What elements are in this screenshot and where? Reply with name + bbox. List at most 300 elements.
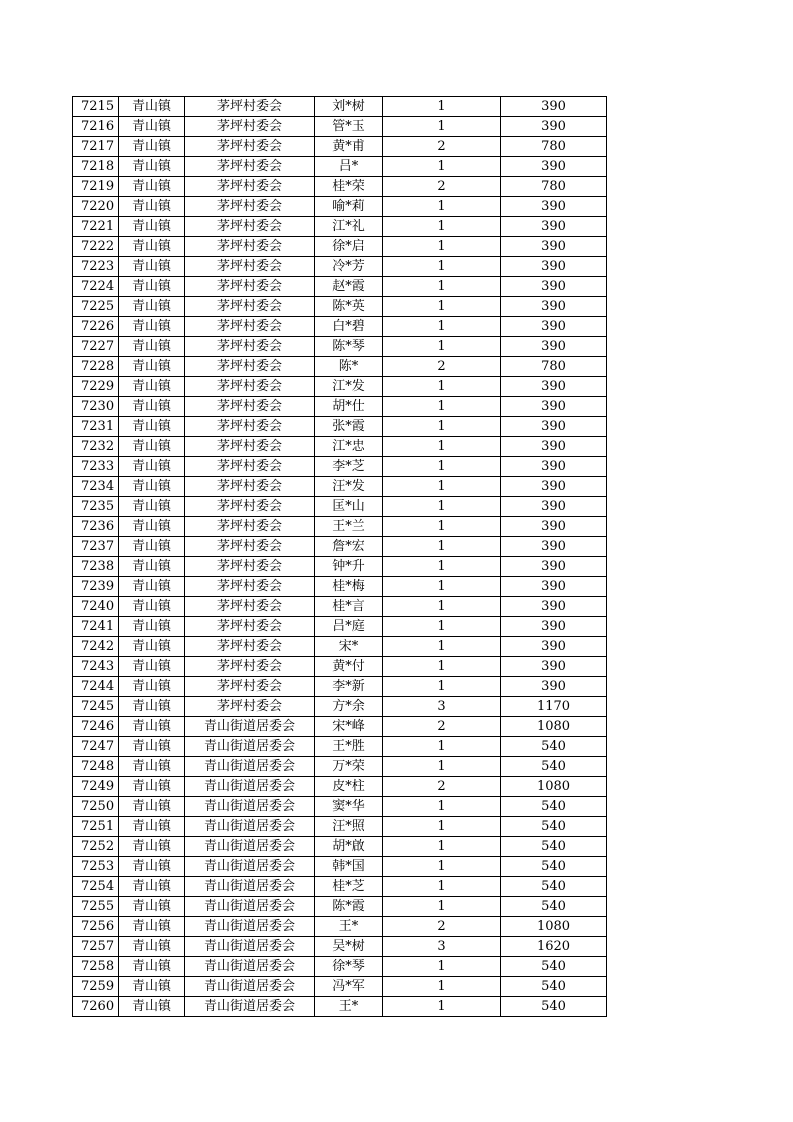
count-cell: 1	[383, 97, 501, 117]
count-cell: 1	[383, 237, 501, 257]
town-cell: 青山镇	[119, 597, 185, 617]
committee-cell: 茅坪村委会	[185, 497, 315, 517]
count-cell: 1	[383, 657, 501, 677]
name-cell: 陈*琴	[315, 337, 383, 357]
count-cell: 1	[383, 957, 501, 977]
count-cell: 1	[383, 257, 501, 277]
town-cell: 青山镇	[119, 137, 185, 157]
table-row	[73, 817, 607, 837]
table-row	[73, 277, 607, 297]
amount-cell: 540	[501, 977, 607, 997]
town-cell: 青山镇	[119, 297, 185, 317]
name-cell: 王*	[315, 917, 383, 937]
name-cell: 吕*	[315, 157, 383, 177]
town-cell: 青山镇	[119, 937, 185, 957]
town-cell: 青山镇	[119, 177, 185, 197]
town-cell: 青山镇	[119, 417, 185, 437]
table-row	[73, 457, 607, 477]
committee-cell: 茅坪村委会	[185, 677, 315, 697]
amount-cell: 390	[501, 377, 607, 397]
town-cell: 青山镇	[119, 497, 185, 517]
town-cell: 青山镇	[119, 537, 185, 557]
committee-cell: 青山街道居委会	[185, 917, 315, 937]
town-cell: 青山镇	[119, 397, 185, 417]
committee-cell: 茅坪村委会	[185, 137, 315, 157]
count-cell: 1	[383, 577, 501, 597]
row-number-cell: 7223	[73, 257, 119, 277]
committee-cell: 茅坪村委会	[185, 357, 315, 377]
row-number-cell: 7233	[73, 457, 119, 477]
committee-cell: 青山街道居委会	[185, 777, 315, 797]
name-cell: 江*礼	[315, 217, 383, 237]
name-cell: 韩*国	[315, 857, 383, 877]
count-cell: 1	[383, 437, 501, 457]
row-number-cell: 7230	[73, 397, 119, 417]
amount-cell: 390	[501, 517, 607, 537]
committee-cell: 茅坪村委会	[185, 317, 315, 337]
committee-cell: 茅坪村委会	[185, 177, 315, 197]
row-number-cell: 7234	[73, 477, 119, 497]
count-cell: 1	[383, 557, 501, 577]
committee-cell: 青山街道居委会	[185, 957, 315, 977]
count-cell: 1	[383, 297, 501, 317]
town-cell: 青山镇	[119, 737, 185, 757]
count-cell: 1	[383, 497, 501, 517]
table-row	[73, 177, 607, 197]
name-cell: 陈*	[315, 357, 383, 377]
name-cell: 陈*英	[315, 297, 383, 317]
count-cell: 1	[383, 457, 501, 477]
amount-cell: 390	[501, 257, 607, 277]
count-cell: 1	[383, 597, 501, 617]
name-cell: 李*新	[315, 677, 383, 697]
count-cell: 1	[383, 537, 501, 557]
count-cell: 1	[383, 317, 501, 337]
count-cell: 1	[383, 817, 501, 837]
count-cell: 2	[383, 137, 501, 157]
name-cell: 江*发	[315, 377, 383, 397]
name-cell: 黄*甫	[315, 137, 383, 157]
town-cell: 青山镇	[119, 257, 185, 277]
committee-cell: 茅坪村委会	[185, 597, 315, 617]
town-cell: 青山镇	[119, 457, 185, 477]
amount-cell: 780	[501, 137, 607, 157]
table-row	[73, 757, 607, 777]
count-cell: 1	[383, 997, 501, 1017]
name-cell: 宋*	[315, 637, 383, 657]
committee-cell: 青山街道居委会	[185, 857, 315, 877]
count-cell: 1	[383, 637, 501, 657]
town-cell: 青山镇	[119, 437, 185, 457]
town-cell: 青山镇	[119, 377, 185, 397]
count-cell: 1	[383, 677, 501, 697]
row-number-cell: 7216	[73, 117, 119, 137]
amount-cell: 390	[501, 637, 607, 657]
table-row	[73, 957, 607, 977]
town-cell: 青山镇	[119, 877, 185, 897]
name-cell: 汪*发	[315, 477, 383, 497]
town-cell: 青山镇	[119, 277, 185, 297]
row-number-cell: 7253	[73, 857, 119, 877]
row-number-cell: 7250	[73, 797, 119, 817]
row-number-cell: 7220	[73, 197, 119, 217]
row-number-cell: 7248	[73, 757, 119, 777]
committee-cell: 茅坪村委会	[185, 457, 315, 477]
town-cell: 青山镇	[119, 517, 185, 537]
amount-cell: 390	[501, 217, 607, 237]
amount-cell: 390	[501, 417, 607, 437]
row-number-cell: 7257	[73, 937, 119, 957]
table-row	[73, 437, 607, 457]
name-cell: 皮*柱	[315, 777, 383, 797]
count-cell: 1	[383, 977, 501, 997]
table-row	[73, 137, 607, 157]
row-number-cell: 7243	[73, 657, 119, 677]
amount-cell: 1080	[501, 777, 607, 797]
committee-cell: 青山街道居委会	[185, 877, 315, 897]
town-cell: 青山镇	[119, 777, 185, 797]
table-row	[73, 297, 607, 317]
count-cell: 2	[383, 777, 501, 797]
committee-cell: 茅坪村委会	[185, 637, 315, 657]
count-cell: 2	[383, 717, 501, 737]
table-row	[73, 157, 607, 177]
count-cell: 2	[383, 357, 501, 377]
amount-cell: 390	[501, 237, 607, 257]
table-row	[73, 617, 607, 637]
amount-cell: 540	[501, 997, 607, 1017]
amount-cell: 390	[501, 97, 607, 117]
table-row	[73, 897, 607, 917]
name-cell: 赵*霞	[315, 277, 383, 297]
count-cell: 1	[383, 617, 501, 637]
town-cell: 青山镇	[119, 237, 185, 257]
row-number-cell: 7252	[73, 837, 119, 857]
table-row	[73, 497, 607, 517]
row-number-cell: 7260	[73, 997, 119, 1017]
table-row	[73, 977, 607, 997]
town-cell: 青山镇	[119, 157, 185, 177]
name-cell: 李*芝	[315, 457, 383, 477]
table-body	[73, 97, 607, 1017]
table-row	[73, 677, 607, 697]
table-row	[73, 517, 607, 537]
committee-cell: 茅坪村委会	[185, 477, 315, 497]
name-cell: 张*霞	[315, 417, 383, 437]
name-cell: 窦*华	[315, 797, 383, 817]
row-number-cell: 7229	[73, 377, 119, 397]
amount-cell: 540	[501, 737, 607, 757]
amount-cell: 390	[501, 477, 607, 497]
count-cell: 1	[383, 857, 501, 877]
committee-cell: 茅坪村委会	[185, 277, 315, 297]
table-row	[73, 117, 607, 137]
town-cell: 青山镇	[119, 957, 185, 977]
data-table	[72, 96, 607, 1017]
table-row	[73, 737, 607, 757]
committee-cell: 青山街道居委会	[185, 737, 315, 757]
amount-cell: 390	[501, 457, 607, 477]
table-row	[73, 417, 607, 437]
table-row	[73, 997, 607, 1017]
name-cell: 冯*军	[315, 977, 383, 997]
committee-cell: 青山街道居委会	[185, 937, 315, 957]
committee-cell: 茅坪村委会	[185, 657, 315, 677]
town-cell: 青山镇	[119, 837, 185, 857]
committee-cell: 茅坪村委会	[185, 117, 315, 137]
town-cell: 青山镇	[119, 897, 185, 917]
table-row	[73, 197, 607, 217]
town-cell: 青山镇	[119, 117, 185, 137]
town-cell: 青山镇	[119, 797, 185, 817]
table-row	[73, 377, 607, 397]
row-number-cell: 7222	[73, 237, 119, 257]
name-cell: 桂*荣	[315, 177, 383, 197]
count-cell: 1	[383, 837, 501, 857]
amount-cell: 390	[501, 597, 607, 617]
committee-cell: 青山街道居委会	[185, 797, 315, 817]
town-cell: 青山镇	[119, 817, 185, 837]
town-cell: 青山镇	[119, 657, 185, 677]
committee-cell: 茅坪村委会	[185, 417, 315, 437]
committee-cell: 青山街道居委会	[185, 997, 315, 1017]
amount-cell: 540	[501, 837, 607, 857]
row-number-cell: 7244	[73, 677, 119, 697]
row-number-cell: 7221	[73, 217, 119, 237]
table-row	[73, 357, 607, 377]
amount-cell: 390	[501, 117, 607, 137]
committee-cell: 茅坪村委会	[185, 257, 315, 277]
row-number-cell: 7251	[73, 817, 119, 837]
committee-cell: 青山街道居委会	[185, 977, 315, 997]
name-cell: 方*余	[315, 697, 383, 717]
table-row	[73, 397, 607, 417]
amount-cell: 390	[501, 677, 607, 697]
row-number-cell: 7254	[73, 877, 119, 897]
name-cell: 管*玉	[315, 117, 383, 137]
amount-cell: 390	[501, 557, 607, 577]
amount-cell: 1620	[501, 937, 607, 957]
name-cell: 江*忠	[315, 437, 383, 457]
table-row	[73, 317, 607, 337]
town-cell: 青山镇	[119, 717, 185, 737]
row-number-cell: 7240	[73, 597, 119, 617]
committee-cell: 茅坪村委会	[185, 537, 315, 557]
count-cell: 1	[383, 337, 501, 357]
committee-cell: 茅坪村委会	[185, 297, 315, 317]
name-cell: 刘*树	[315, 97, 383, 117]
amount-cell: 540	[501, 757, 607, 777]
amount-cell: 390	[501, 577, 607, 597]
row-number-cell: 7226	[73, 317, 119, 337]
count-cell: 1	[383, 397, 501, 417]
committee-cell: 茅坪村委会	[185, 617, 315, 637]
amount-cell: 390	[501, 617, 607, 637]
committee-cell: 茅坪村委会	[185, 557, 315, 577]
table-row	[73, 717, 607, 737]
row-number-cell: 7246	[73, 717, 119, 737]
table-row	[73, 657, 607, 677]
amount-cell: 390	[501, 497, 607, 517]
committee-cell: 茅坪村委会	[185, 97, 315, 117]
count-cell: 1	[383, 217, 501, 237]
row-number-cell: 7225	[73, 297, 119, 317]
name-cell: 冷*芳	[315, 257, 383, 277]
name-cell: 桂*芝	[315, 877, 383, 897]
name-cell: 徐*琴	[315, 957, 383, 977]
row-number-cell: 7256	[73, 917, 119, 937]
amount-cell: 390	[501, 397, 607, 417]
count-cell: 1	[383, 757, 501, 777]
town-cell: 青山镇	[119, 857, 185, 877]
row-number-cell: 7245	[73, 697, 119, 717]
table-row	[73, 637, 607, 657]
amount-cell: 390	[501, 277, 607, 297]
row-number-cell: 7258	[73, 957, 119, 977]
table-row	[73, 557, 607, 577]
table-row	[73, 597, 607, 617]
row-number-cell: 7219	[73, 177, 119, 197]
town-cell: 青山镇	[119, 697, 185, 717]
table-row	[73, 937, 607, 957]
town-cell: 青山镇	[119, 917, 185, 937]
town-cell: 青山镇	[119, 357, 185, 377]
town-cell: 青山镇	[119, 757, 185, 777]
committee-cell: 茅坪村委会	[185, 157, 315, 177]
table-row	[73, 797, 607, 817]
row-number-cell: 7239	[73, 577, 119, 597]
committee-cell: 青山街道居委会	[185, 717, 315, 737]
committee-cell: 青山街道居委会	[185, 757, 315, 777]
table-row	[73, 917, 607, 937]
table-row	[73, 697, 607, 717]
name-cell: 喻*莉	[315, 197, 383, 217]
amount-cell: 540	[501, 797, 607, 817]
row-number-cell: 7227	[73, 337, 119, 357]
amount-cell: 390	[501, 297, 607, 317]
name-cell: 汪*照	[315, 817, 383, 837]
name-cell: 匡*山	[315, 497, 383, 517]
committee-cell: 茅坪村委会	[185, 697, 315, 717]
row-number-cell: 7242	[73, 637, 119, 657]
town-cell: 青山镇	[119, 317, 185, 337]
name-cell: 陈*霞	[315, 897, 383, 917]
name-cell: 钟*升	[315, 557, 383, 577]
row-number-cell: 7235	[73, 497, 119, 517]
name-cell: 万*荣	[315, 757, 383, 777]
amount-cell: 390	[501, 657, 607, 677]
count-cell: 1	[383, 897, 501, 917]
name-cell: 王*	[315, 997, 383, 1017]
amount-cell: 390	[501, 317, 607, 337]
count-cell: 1	[383, 877, 501, 897]
table-row	[73, 237, 607, 257]
count-cell: 1	[383, 377, 501, 397]
count-cell: 1	[383, 477, 501, 497]
count-cell: 1	[383, 197, 501, 217]
row-number-cell: 7238	[73, 557, 119, 577]
name-cell: 徐*启	[315, 237, 383, 257]
amount-cell: 780	[501, 357, 607, 377]
town-cell: 青山镇	[119, 217, 185, 237]
amount-cell: 540	[501, 817, 607, 837]
town-cell: 青山镇	[119, 677, 185, 697]
count-cell: 1	[383, 797, 501, 817]
table-row	[73, 857, 607, 877]
town-cell: 青山镇	[119, 617, 185, 637]
amount-cell: 540	[501, 877, 607, 897]
count-cell: 1	[383, 417, 501, 437]
town-cell: 青山镇	[119, 477, 185, 497]
table-row	[73, 217, 607, 237]
committee-cell: 茅坪村委会	[185, 197, 315, 217]
committee-cell: 茅坪村委会	[185, 437, 315, 457]
name-cell: 桂*梅	[315, 577, 383, 597]
count-cell: 1	[383, 157, 501, 177]
amount-cell: 1170	[501, 697, 607, 717]
table-row	[73, 337, 607, 357]
row-number-cell: 7237	[73, 537, 119, 557]
committee-cell: 茅坪村委会	[185, 337, 315, 357]
name-cell: 黄*付	[315, 657, 383, 677]
town-cell: 青山镇	[119, 577, 185, 597]
row-number-cell: 7241	[73, 617, 119, 637]
town-cell: 青山镇	[119, 197, 185, 217]
name-cell: 胡*仕	[315, 397, 383, 417]
committee-cell: 茅坪村委会	[185, 237, 315, 257]
row-number-cell: 7236	[73, 517, 119, 537]
amount-cell: 1080	[501, 917, 607, 937]
town-cell: 青山镇	[119, 557, 185, 577]
table-row	[73, 577, 607, 597]
count-cell: 3	[383, 937, 501, 957]
row-number-cell: 7218	[73, 157, 119, 177]
amount-cell: 540	[501, 857, 607, 877]
committee-cell: 青山街道居委会	[185, 817, 315, 837]
row-number-cell: 7249	[73, 777, 119, 797]
name-cell: 王*胜	[315, 737, 383, 757]
town-cell: 青山镇	[119, 977, 185, 997]
row-number-cell: 7247	[73, 737, 119, 757]
row-number-cell: 7228	[73, 357, 119, 377]
town-cell: 青山镇	[119, 637, 185, 657]
amount-cell: 390	[501, 537, 607, 557]
count-cell: 2	[383, 177, 501, 197]
amount-cell: 390	[501, 197, 607, 217]
row-number-cell: 7224	[73, 277, 119, 297]
count-cell: 3	[383, 697, 501, 717]
table-row	[73, 477, 607, 497]
table-row	[73, 537, 607, 557]
name-cell: 吴*树	[315, 937, 383, 957]
count-cell: 2	[383, 917, 501, 937]
committee-cell: 茅坪村委会	[185, 377, 315, 397]
committee-cell: 青山街道居委会	[185, 837, 315, 857]
amount-cell: 390	[501, 337, 607, 357]
amount-cell: 540	[501, 957, 607, 977]
committee-cell: 茅坪村委会	[185, 577, 315, 597]
count-cell: 1	[383, 277, 501, 297]
table-row	[73, 877, 607, 897]
name-cell: 詹*宏	[315, 537, 383, 557]
table-row	[73, 837, 607, 857]
amount-cell: 1080	[501, 717, 607, 737]
committee-cell: 茅坪村委会	[185, 217, 315, 237]
count-cell: 1	[383, 117, 501, 137]
name-cell: 王*兰	[315, 517, 383, 537]
row-number-cell: 7232	[73, 437, 119, 457]
name-cell: 桂*言	[315, 597, 383, 617]
